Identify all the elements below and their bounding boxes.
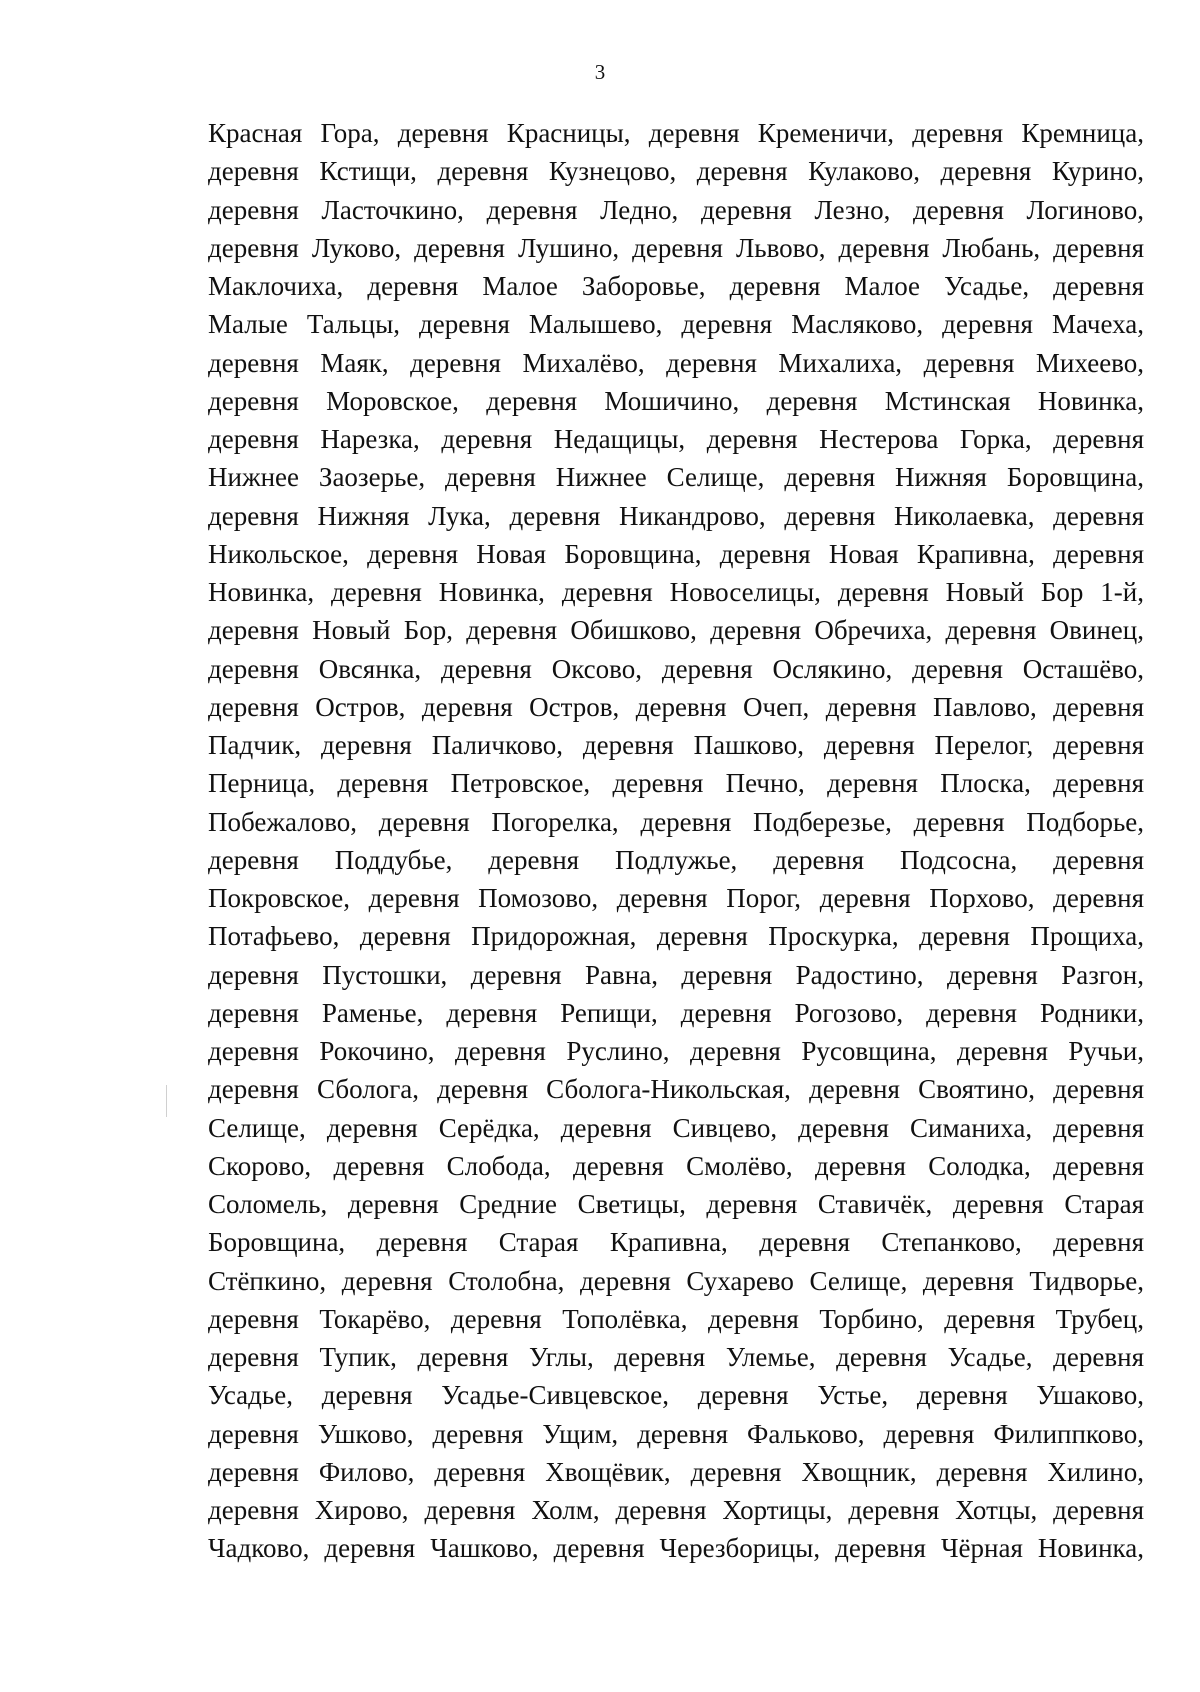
text-line: Соломель, деревня Средние Светицы, деревня Ставичёк, деревня Старая [208,1189,1144,1219]
scan-mark [166,1085,167,1117]
text-line: Маклочиха, деревня Малое Заборовье, деревня Малое Усадье, деревня [208,271,1144,301]
text-line: деревня Ласточкино, деревня Ледно, деревня Лезно, деревня Логиново, [208,194,1144,225]
text-line: Селище, деревня Серёдка, деревня Сивцево, деревня Симаниха, деревня [208,1112,1144,1143]
text-line: Падчик, деревня Паличково, деревня Пашково, деревня Перелог, деревня [208,730,1144,760]
text-line: деревня Раменье, деревня Репищи, деревня Рогозово, деревня Родники, [208,997,1144,1028]
text-line: деревня Рокочино, деревня Руслино, деревня Русовщина, деревня Ручьи, [208,1036,1144,1066]
text-line: деревня Филово, деревня Хвощёвик, деревня Хвощник, деревня Хилино, [208,1456,1144,1487]
text-line: деревня Сбологa, деревня Сбологa-Никольская, деревня Своятино, деревня [208,1074,1144,1105]
text-line: деревня Тупик, деревня Углы, деревня Улемье, деревня Усадье, деревня [208,1342,1144,1372]
text-line: деревня Хирово, деревня Холм, деревня Хортицы, деревня Хотцы, деревня [208,1495,1144,1525]
text-line: Потафьево, деревня Придорожная, деревня Проскурка, деревня Прощиха, [208,921,1144,952]
text-line: деревня Овсянка, деревня Оксово, деревня Ослякино, деревня Осташёво, [208,653,1144,684]
text-line: деревня Нарезка, деревня Недащицы, деревня Нестерова Горка, деревня [208,424,1144,454]
text-line: Никольское, деревня Новая Боровщина, деревня Новая Крапивна, деревня [208,538,1144,569]
text-line: Новинка, деревня Новинка, деревня Новоселицы, деревня Новый Бор 1-й, [208,577,1144,607]
text-line: деревня Маяк, деревня Михалёво, деревня Михалиха, деревня Михеево, [208,347,1144,378]
text-line: Красная Гора, деревня Красницы, деревня Кременичи, деревня Кремница, [208,118,1144,148]
text-line: Скорово, деревня Слобода, деревня Смолёво, деревня Солодка, деревня [208,1150,1144,1181]
text-line: Побежалово, деревня Погорелка, деревня Подберезье, деревня Подборье, [208,806,1144,837]
text-line: Стёпкино, деревня Столобна, деревня Сухарево Селище, деревня Тидворье, [208,1265,1144,1296]
page-number: 3 [594,60,606,84]
text-line: деревня Кстищи, деревня Кузнецово, деревня Кулаково, деревня Курино, [208,156,1144,187]
text-line: деревня Моровское, деревня Мошичино, деревня Мстинская Новинка, [208,385,1144,416]
text-line: деревня Пустошки, деревня Равна, деревня Радостино, деревня Разгон, [208,959,1144,990]
text-line: деревня Нижняя Лука, деревня Никандрово, деревня Николаевка, деревня [208,500,1144,531]
text-line: деревня Остров, деревня Остров, деревня Очеп, деревня Павлово, деревня [208,691,1144,722]
text-line: деревня Новый Бор, деревня Обишково, деревня Обречиха, деревня Овинец, [208,615,1144,646]
text-line: деревня Ушково, деревня Ущим, деревня Фальково, деревня Филиппково, [208,1418,1144,1449]
text-line: Нижнее Заозерье, деревня Нижнее Селище, деревня Нижняя Боровщина, [208,462,1144,493]
text-line: деревня Токарёво, деревня Тополёвка, деревня Торбино, деревня Трубец, [208,1303,1144,1334]
text-line: Малые Тальцы, деревня Малышево, деревня Масляково, деревня Мачеха, [208,309,1144,340]
text-line: Перница, деревня Петровское, деревня Печно, деревня Плоска, деревня [208,768,1144,799]
text-line: деревня Поддубье, деревня Подлужье, деревня Подсосна, деревня [208,844,1144,875]
text-line: Покровское, деревня Помозово, деревня Порог, деревня Порхово, деревня [208,883,1144,913]
text-line: Чадково, деревня Чашково, деревня Черезборицы, деревня Чёрная Новинка, [208,1533,1144,1564]
text-line: деревня Луково, деревня Лушино, деревня Львово, деревня Любань, деревня [208,232,1144,263]
text-line: Боровщина, деревня Старая Крапивна, деревня Степанково, деревня [208,1227,1144,1258]
text-line: Усадье, деревня Усадье-Сивцевское, деревня Устье, деревня Ушаково, [208,1380,1144,1411]
body-text [208,114,1144,1568]
